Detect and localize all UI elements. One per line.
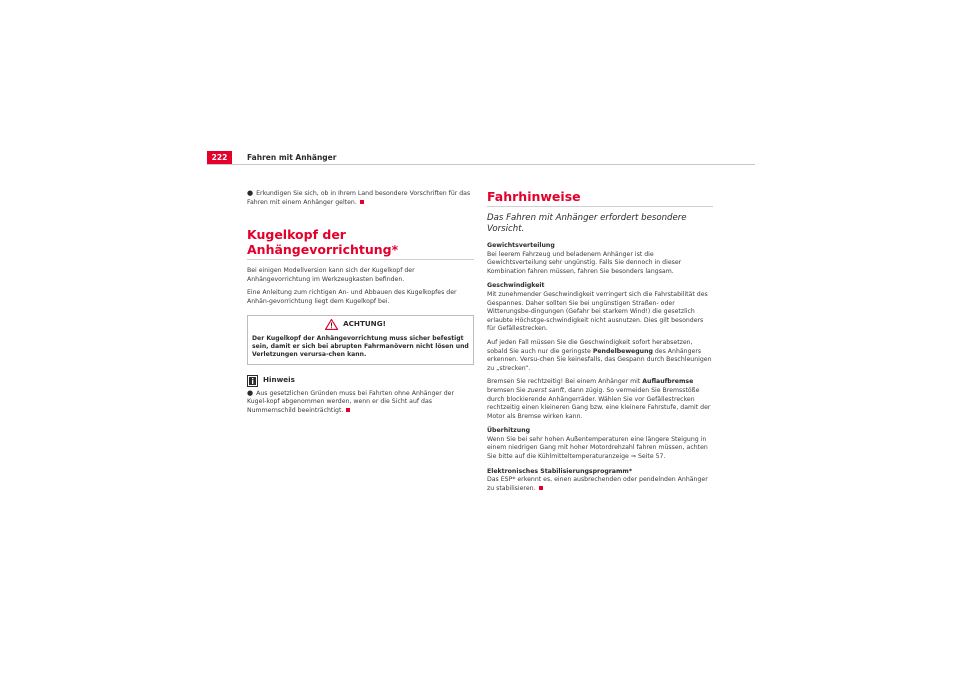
note-header [247, 375, 474, 387]
note-icon [247, 375, 258, 387]
subheading: Gewichtsverteilung [487, 242, 555, 249]
intro-bullet-text: Erkundigen Sie sich, ob in Ihrem Land besondere Vorschriften für das Fahren mit einem Anhänger gelten. [247, 190, 471, 206]
end-of-section-icon [346, 408, 350, 412]
text-run: des Anhängers erkennen. Versu-chen Sie keinesfalls, das Gespann durch Beschleunigen zu „strecken“. [487, 347, 712, 372]
paragraph [487, 476, 713, 493]
subheading: Geschwindigkeit [487, 282, 545, 290]
section-esp [487, 468, 713, 494]
text-run-bold: Pendelbewegung [592, 347, 653, 355]
paragraph: Wenn Sie bei sehr hohen Außentemperaturen eine längere Steigung in einem niedrigen Gang mit hoher Motordrehzahl fahren müssen, achten Sie bitte auf die Kühlmitteltemperaturanzeige ⇒ Seite 57. [487, 435, 708, 461]
end-of-section-icon [360, 200, 364, 204]
right-column [487, 189, 713, 499]
left-column [247, 189, 474, 421]
warning-title: ACHTUNG! [343, 318, 386, 328]
text-run: , dann zügig. So vermeiden Sie Bremsstöße durch blockierende Anhängerräder. Wählen Sie vor Gefällestrecken rechtzeitig einen kleineren Gang bzw. eine kleinere Fahrstufe, damit der Motor als Bremse wirken kann. [487, 386, 711, 420]
note-bullet [247, 389, 474, 416]
text-run: Bremsen Sie rechtzeitig! Bei einem Anhänger mit [487, 378, 643, 386]
section-subtitle: Das Fahren mit Anhänger erfordert besondere Vorsicht. [487, 213, 687, 234]
section-weight [487, 242, 713, 276]
section-heading-fahrhinweise: Fahrhinweise [487, 189, 713, 207]
text-run-italic: zuerst sanft [527, 386, 565, 394]
warning-text: Der Kugelkopf der Anhängevorrichtung muss sicher befestigt sein, damit er sich bei abrupten Fahrmanövern nicht lösen und Verletzungen verursa-chen kann. [252, 334, 469, 359]
paragraph [487, 339, 713, 373]
warning-header [252, 319, 469, 330]
subheading: Überhitzung [487, 427, 531, 435]
end-of-section-icon [539, 486, 543, 490]
section-speed [487, 282, 713, 421]
warning-box [247, 315, 474, 365]
page-number: 222 [207, 151, 232, 164]
section-overheating [487, 427, 713, 461]
note-bullet-text: Aus gesetzlichen Gründen muss bei Fahrten ohne Anhänger der Kugel-kopf abgenommen werden, wenn er die Sicht auf das Nummernschild beeinträchtigt. [247, 389, 455, 414]
paragraph: Eine Anleitung zum richtigen An- und Abbauen des Kugelkopfes der Anhän-gevorrichtung liegt dem Kugelkopf bei. [247, 289, 457, 305]
paragraph: Mit zunehmender Geschwindigkeit verringert sich die Fahrstabilität des Gespannes. Daher sollten Sie bei ungünstigen Straßen- oder Witterungsbe-dingungen (Gefahr bei starkem Wind!) die gesetzlich erlaubte Höchstge-schwindigkeit nicht ausnutzen. Dies gilt besonders für Gefällestrecken. [487, 290, 708, 333]
paragraph: Bei leerem Fahrzeug und beladenem Anhänger ist die Gewichtsverteilung sehr ungünstig. Falls Sie dennoch in dieser Kombination fahren müssen, fahren Sie besonders langsam. [487, 250, 682, 275]
warning-triangle-icon [325, 319, 338, 330]
text-run: Auf jeden Fall müssen Sie die Geschwindigkeit sofort herabsetzen, sobald Sie auch nur die geringste [487, 338, 693, 355]
text-run: Das ESP* erkennt es, einen ausbrechenden oder pendelnden Anhänger zu stabilisieren. [487, 476, 708, 492]
subheading: Elektronisches Stabilisierungsprogramm* [487, 467, 633, 475]
text-run: bremsen Sie [487, 386, 528, 394]
chapter-title: Fahren mit Anhänger [247, 153, 337, 162]
header-divider [207, 164, 755, 165]
bullet-icon: ● [247, 189, 254, 197]
section-heading-kugelkopf: Kugelkopf der Anhängevorrichtung* [247, 227, 474, 260]
bullet-icon: ● [247, 388, 254, 397]
text-run-bold: Auflaufbremse [642, 378, 694, 386]
paragraph: Bei einigen Modellversion kann sich der Kugelkopf der Anhängevorrichtung im Werkzeugkasten befinden. [247, 267, 415, 283]
note-title: Hinweis [263, 375, 295, 385]
paragraph [487, 378, 713, 421]
intro-bullet [247, 189, 474, 207]
